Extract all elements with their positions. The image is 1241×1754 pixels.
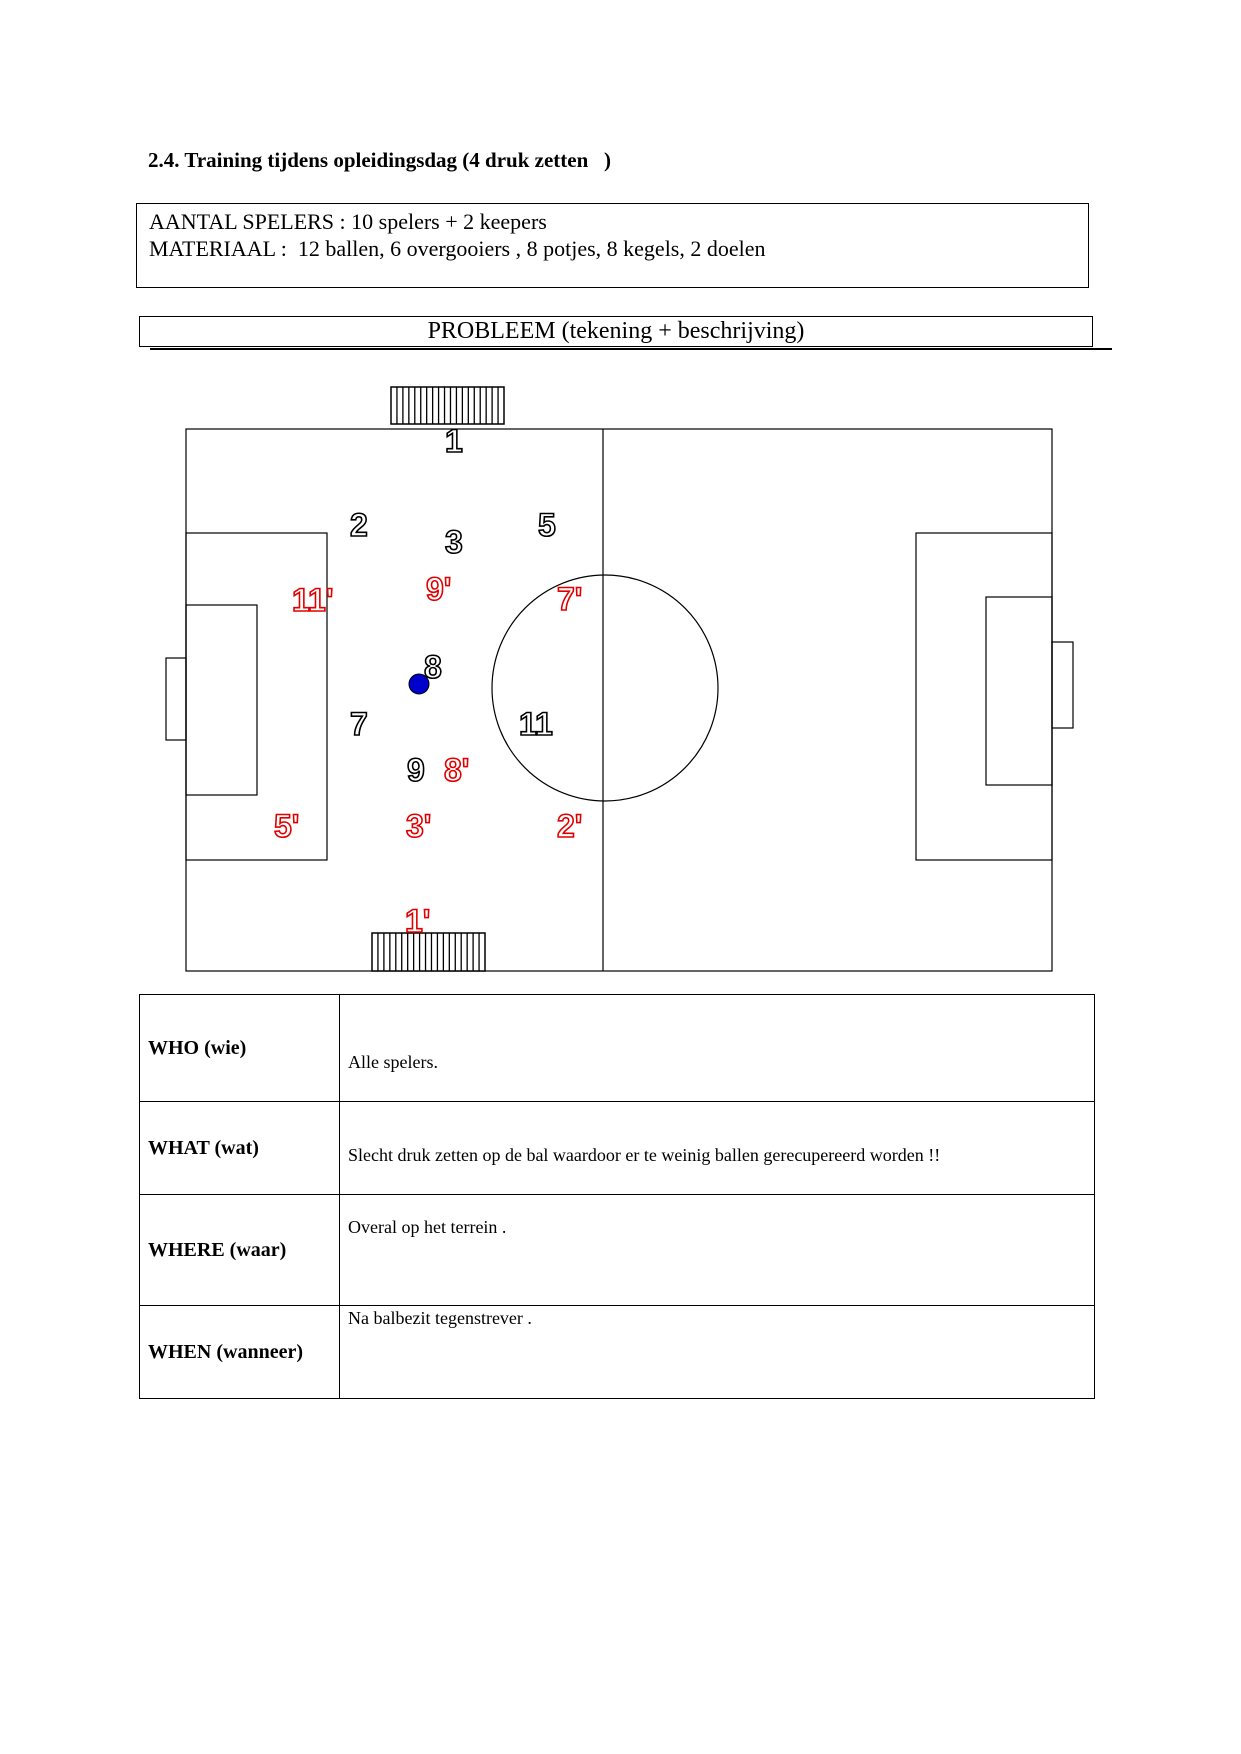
problem-analysis-table <box>139 994 1095 1399</box>
answer-cell: Overal op het terrein . <box>340 1195 1095 1306</box>
material-list: MATERIAAL : 12 ballen, 6 overgooiers , 8 potjes, 8 kegels, 2 doelen <box>149 236 766 261</box>
black-player-9: 9 <box>407 752 425 788</box>
pitch-outline <box>186 429 1052 971</box>
right-penalty-area <box>916 533 1052 860</box>
question-cell: WHO (wie) <box>140 995 340 1102</box>
red-player-8: 8' <box>444 752 470 788</box>
right-goal-area <box>986 597 1052 785</box>
red-player-3: 3' <box>406 808 432 844</box>
black-player-7: 7 <box>350 706 368 742</box>
red-player-7: 7' <box>557 581 583 617</box>
section-heading: 2.4. Training tijdens opleidingsdag (4 druk zetten ) <box>148 148 612 172</box>
problem-title: PROBLEEM (tekening + beschrijving) <box>139 316 1093 347</box>
top-mini-goal <box>391 387 504 424</box>
table-row <box>140 1306 1095 1399</box>
left-goal-area <box>186 605 257 795</box>
black-player-8: 8 <box>424 649 442 685</box>
answer-cell: Na balbezit tegenstrever . <box>340 1306 1095 1399</box>
red-player-2: 2' <box>557 808 583 844</box>
question-cell: WHEN (wanneer) <box>140 1306 340 1399</box>
table-row <box>140 1195 1095 1306</box>
red-player-11: 11' <box>292 582 334 618</box>
black-player-11: 11 <box>519 706 553 742</box>
black-player-5: 5 <box>538 507 556 543</box>
question-cell: WHAT (wat) <box>140 1102 340 1195</box>
table-row <box>140 1102 1095 1195</box>
black-player-2: 2 <box>350 507 368 543</box>
left-goal <box>166 658 186 740</box>
red-player-1: 1' <box>405 903 431 939</box>
answer-cell: Slecht druk zetten op de bal waardoor er te weinig ballen gerecupereerd worden !! <box>340 1102 1095 1195</box>
black-player-3: 3 <box>445 524 463 560</box>
red-player-9: 9' <box>426 571 452 607</box>
answer-cell: Alle spelers. <box>340 995 1095 1102</box>
right-goal <box>1052 642 1073 728</box>
players-count: AANTAL SPELERS : 10 spelers + 2 keepers <box>149 209 547 234</box>
table-row <box>140 995 1095 1102</box>
question-cell: WHERE (waar) <box>140 1195 340 1306</box>
center-circle <box>492 575 718 801</box>
red-player-5: 5' <box>274 808 300 844</box>
black-player-1: 1 <box>445 423 463 459</box>
